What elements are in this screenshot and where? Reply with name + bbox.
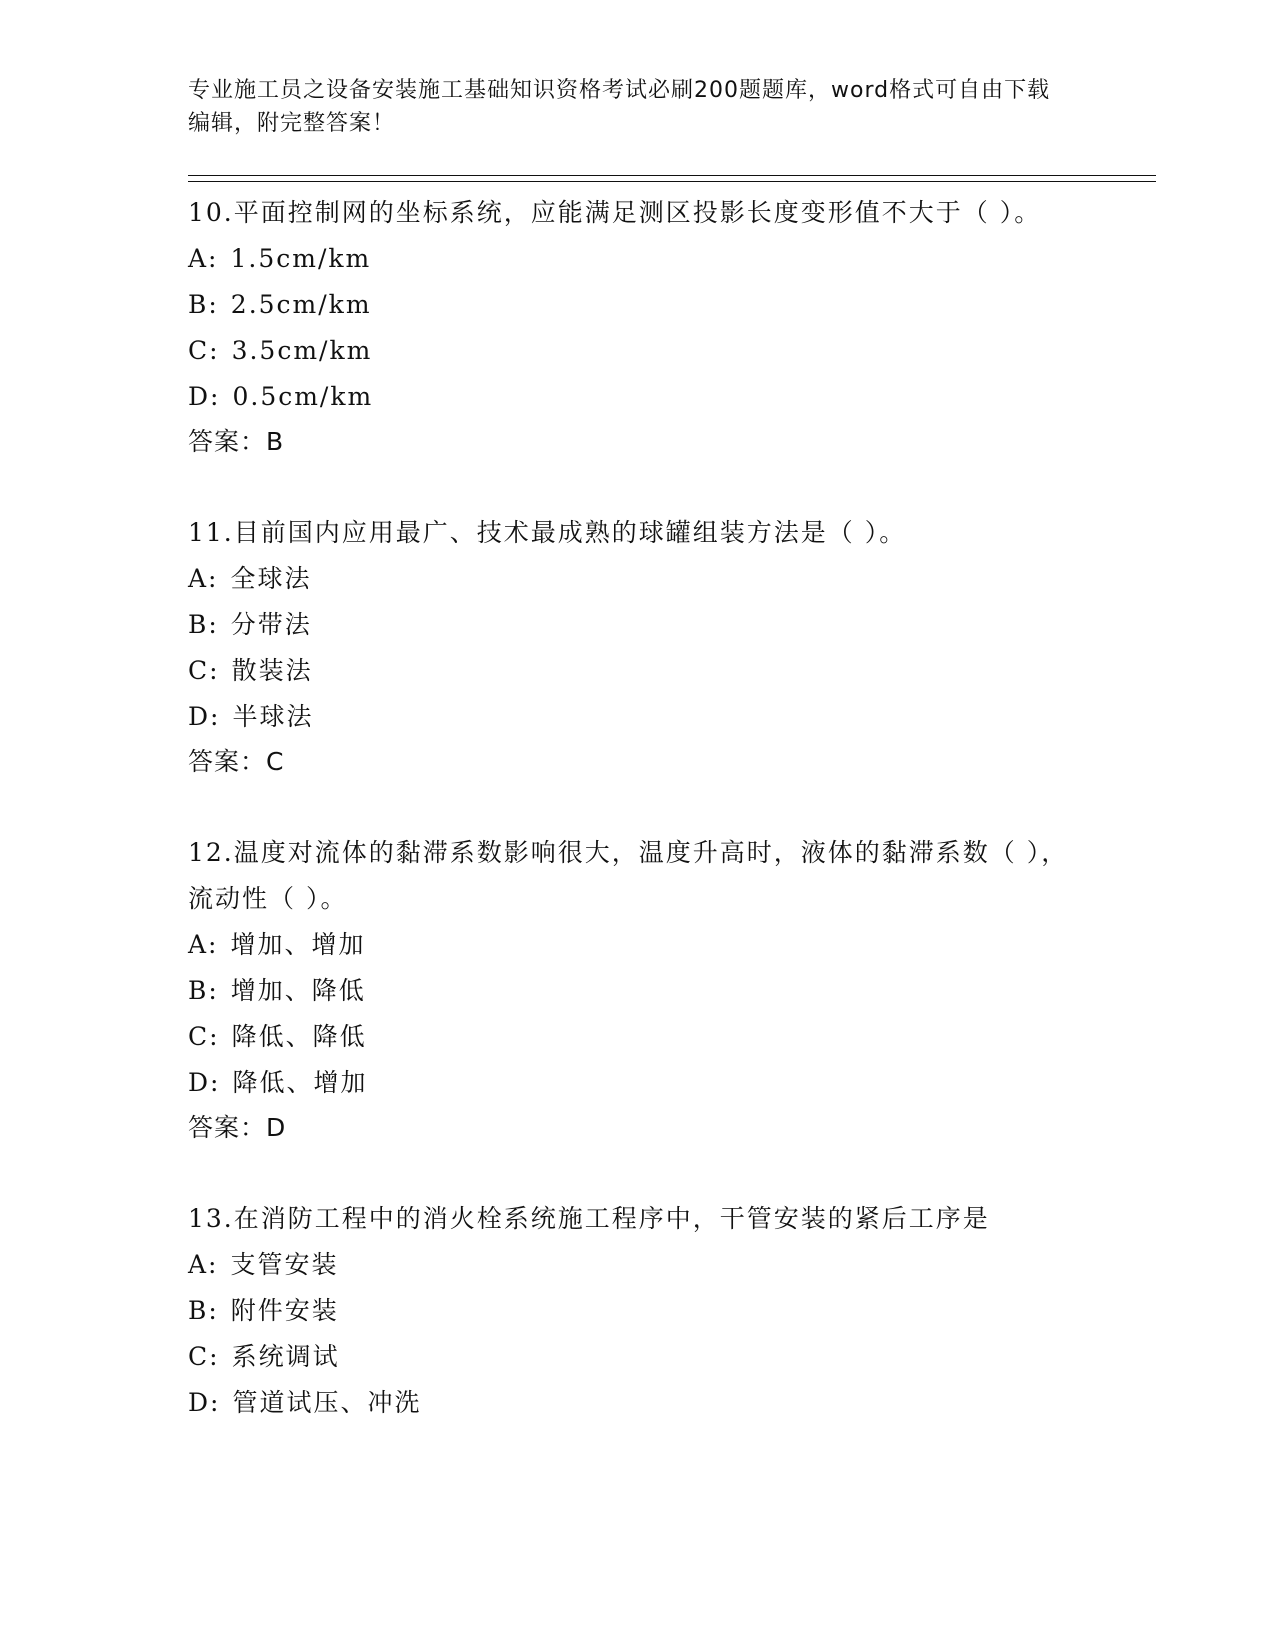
header-divider-bottom [188, 181, 1156, 182]
option-key: B: [188, 976, 219, 1005]
question-list [188, 190, 1088, 1472]
option-key: D: [188, 702, 221, 731]
option-key: D: [188, 1388, 221, 1417]
option-text: 分带法 [230, 610, 312, 639]
option-text: 3.5cm/km [231, 336, 373, 365]
option-text: 半球法 [232, 702, 314, 731]
answer-line: 答案：D [188, 1113, 287, 1142]
option-key: C: [188, 1342, 220, 1371]
option-b [188, 602, 1088, 648]
option-text: 增加、增加 [230, 930, 366, 959]
option-c [188, 1334, 1088, 1380]
option-key: C: [188, 1022, 220, 1051]
option-text: 系统调试 [231, 1342, 340, 1371]
option-key: A: [188, 564, 219, 593]
option-d [188, 1380, 1088, 1426]
option-key: B: [188, 1296, 219, 1325]
question-stem: 10.平面控制网的坐标系统，应能满足测区投影长度变形值不大于（ ）。 [188, 198, 1042, 227]
option-key: B: [188, 610, 219, 639]
option-text: 附件安装 [230, 1296, 339, 1325]
option-a [188, 556, 1088, 602]
option-text: 降低、增加 [232, 1068, 368, 1097]
option-b [188, 968, 1088, 1014]
question-stem: 11.目前国内应用最广、技术最成熟的球罐组装方法是（ ）。 [188, 518, 907, 547]
option-b [188, 1288, 1088, 1334]
answer-line: 答案：B [188, 427, 285, 456]
option-text: 1.5cm/km [230, 244, 372, 273]
option-text: 管道试压、冲洗 [232, 1388, 422, 1417]
option-d [188, 374, 1088, 420]
answer-line: 答案：C [188, 747, 285, 776]
option-text: 2.5cm/km [230, 290, 372, 319]
question-10 [188, 190, 1088, 464]
option-c [188, 328, 1088, 374]
option-d [188, 694, 1088, 740]
header-divider-top [188, 175, 1156, 176]
question-11 [188, 510, 1088, 784]
option-text: 散装法 [231, 656, 313, 685]
option-text: 降低、降低 [231, 1022, 367, 1051]
option-key: C: [188, 656, 220, 685]
option-c [188, 1014, 1088, 1060]
option-key: A: [188, 930, 219, 959]
option-text: 0.5cm/km [232, 382, 374, 411]
option-text: 增加、降低 [230, 976, 366, 1005]
question-13 [188, 1196, 1088, 1426]
option-key: B: [188, 290, 219, 319]
option-a [188, 1242, 1088, 1288]
option-b [188, 282, 1088, 328]
option-a [188, 922, 1088, 968]
option-d [188, 1060, 1088, 1106]
option-key: A: [188, 1250, 219, 1279]
document-header: 专业施工员之设备安装施工基础知识资格考试必刷200题题库，word格式可自由下载编辑，附完整答案！ [188, 78, 1051, 136]
option-key: A: [188, 244, 219, 273]
option-text: 全球法 [230, 564, 312, 593]
question-12 [188, 830, 1088, 1150]
question-stem: 12.温度对流体的黏滞系数影响很大，温度升高时，液体的黏滞系数（ ），流动性（ ）。 [188, 838, 1069, 913]
option-key: D: [188, 1068, 221, 1097]
option-key: C: [188, 336, 220, 365]
option-c [188, 648, 1088, 694]
option-key: D: [188, 382, 221, 411]
question-stem: 13.在消防工程中的消火栓系统施工程序中，干管安装的紧后工序是 [188, 1204, 990, 1233]
option-a [188, 236, 1088, 282]
option-text: 支管安装 [230, 1250, 339, 1279]
